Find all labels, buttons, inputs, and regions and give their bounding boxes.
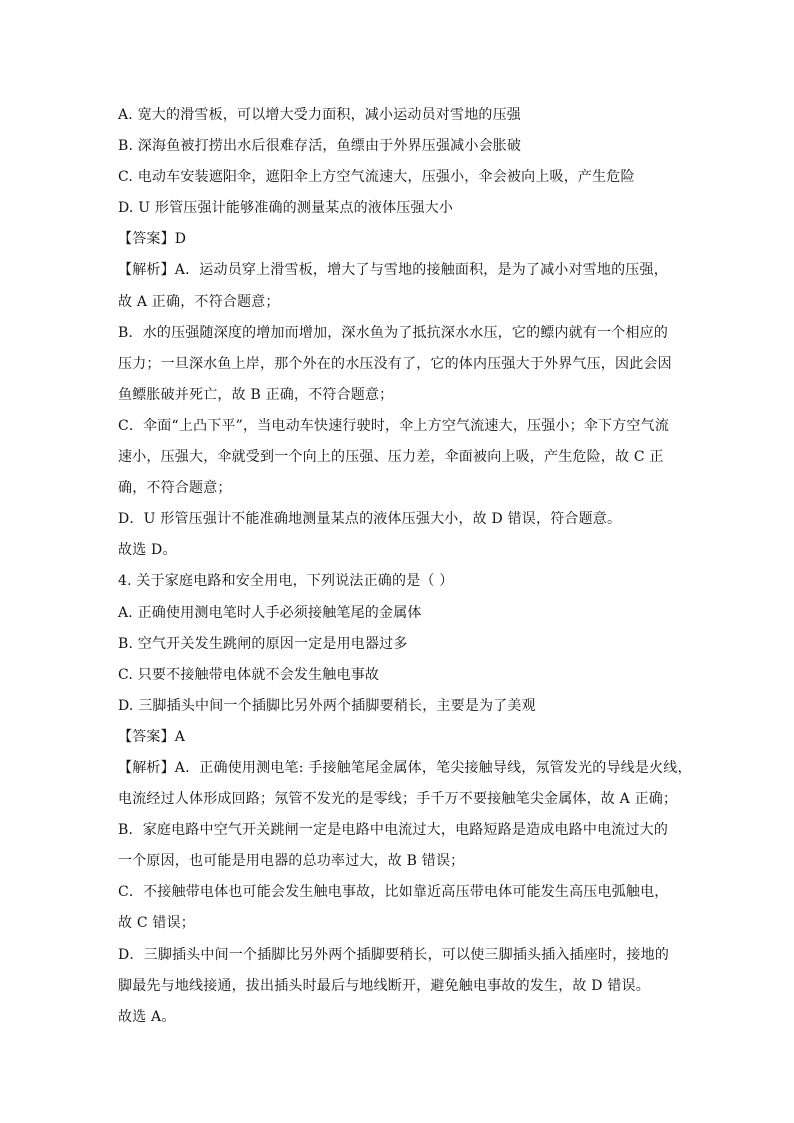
q4-analysis-line: B．家庭电路中空气开关跳闸一定是电路中电流过大，电路短路是造成电路中电流过大的 (118, 822, 669, 839)
q4-option-a: A. 正确使用测电笔时人手必须接触笔尾的金属体 (118, 604, 422, 621)
q4-conclusion: 故选 A。 (118, 1008, 176, 1025)
q3-analysis-line: 鱼鳔胀破并死亡，故 B 正确，不符合题意； (118, 386, 394, 403)
q3-analysis-line: B．水的压强随深度的增加而增加，深水鱼为了抵抗深水水压，它的鳔内就有一个相应的 (118, 324, 669, 341)
q3-conclusion: 故选 D。 (118, 542, 177, 559)
q4-analysis-line: 故 C 错误； (118, 915, 196, 932)
q3-option-c: C. 电动车安装遮阳伞，遮阳伞上方空气流速大，压强小，伞会被向上吸，产生危险 (118, 169, 635, 186)
q3-analysis-line: 【解析】A．运动员穿上滑雪板，增大了与雪地的接触面积，是为了减小对雪地的压强， (118, 262, 668, 279)
q3-option-b: B. 深海鱼被打捞出水后很难存活，鱼缥由于外界压强减小会胀破 (118, 138, 522, 155)
q3-option-a: A. 宽大的滑雪板，可以增大受力面积，减小运动员对雪地的压强 (118, 107, 522, 123)
q4-analysis-line: 一个原因，也可能是用电器的总功率过大，故 B 错误； (118, 853, 465, 870)
q4-option-b: B. 空气开关发生跳闸的原因一定是用电器过多 (118, 635, 408, 652)
q4-analysis-line: 脚最先与地线接通，拔出插头时最后与地线断开，避免触电事故的发生，故 D 错误。 (118, 977, 650, 994)
q4-stem: 4. 关于家庭电路和安全用电，下列说法正确的是（ ） (118, 573, 454, 590)
q4-analysis-line: 【解析】A．正确使用测电笔: 手接触笔尾金属体，笔尖接触导线，氖管发光的导线是火线， (118, 759, 692, 776)
q4-analysis-line: 电流经过人体形成回路；氖管不发光的是零线；手千万不要接触笔尖金属体，故 A 正确； (118, 791, 678, 808)
q4-option-d: D. 三脚插头中间一个插脚比另外两个插脚要稍长，主要是为了美观 (118, 697, 536, 714)
q3-answer: 【答案】D (118, 231, 187, 248)
q3-analysis-line: 速小，压强大，伞就受到一个向上的压强、压力差，伞面被向上吸，产生危险，故 C 正 (118, 449, 664, 466)
q4-analysis-line: D．三脚插头中间一个插脚比另外两个插脚要稍长，可以使三脚插头插入插座时，接地的 (118, 946, 670, 963)
q3-analysis-line: 故 A 正确，不符合题意； (118, 293, 280, 310)
document-content (118, 100, 692, 1033)
q3-analysis-line: C．伞面“上凸下平”，当电动车快速行驶时，伞上方空气流速大，压强小；伞下方空气流 (118, 417, 670, 434)
q4-analysis-line: C．不接触带电体也可能会发生触电事故，比如靠近高压带电体可能发生高压电弧触电， (118, 884, 669, 901)
q3-option-d: D. U 形管压强计能够准确的测量某点的液体压强大小 (118, 200, 454, 217)
q4-option-c: C. 只要不接触带电体就不会发生触电事故 (118, 666, 380, 683)
q4-answer: 【答案】A (118, 728, 186, 745)
q3-analysis-line: 确，不符合题意； (118, 480, 232, 497)
q3-analysis-line: 压力；一旦深水鱼上岸，那个外在的水压没有了，它的体内压强大于外界气压，因此会因 (118, 355, 672, 372)
q3-analysis-line: D．U 形管压强计不能准确地测量某点的液体压强大小，故 D 错误，符合题意。 (118, 511, 622, 528)
